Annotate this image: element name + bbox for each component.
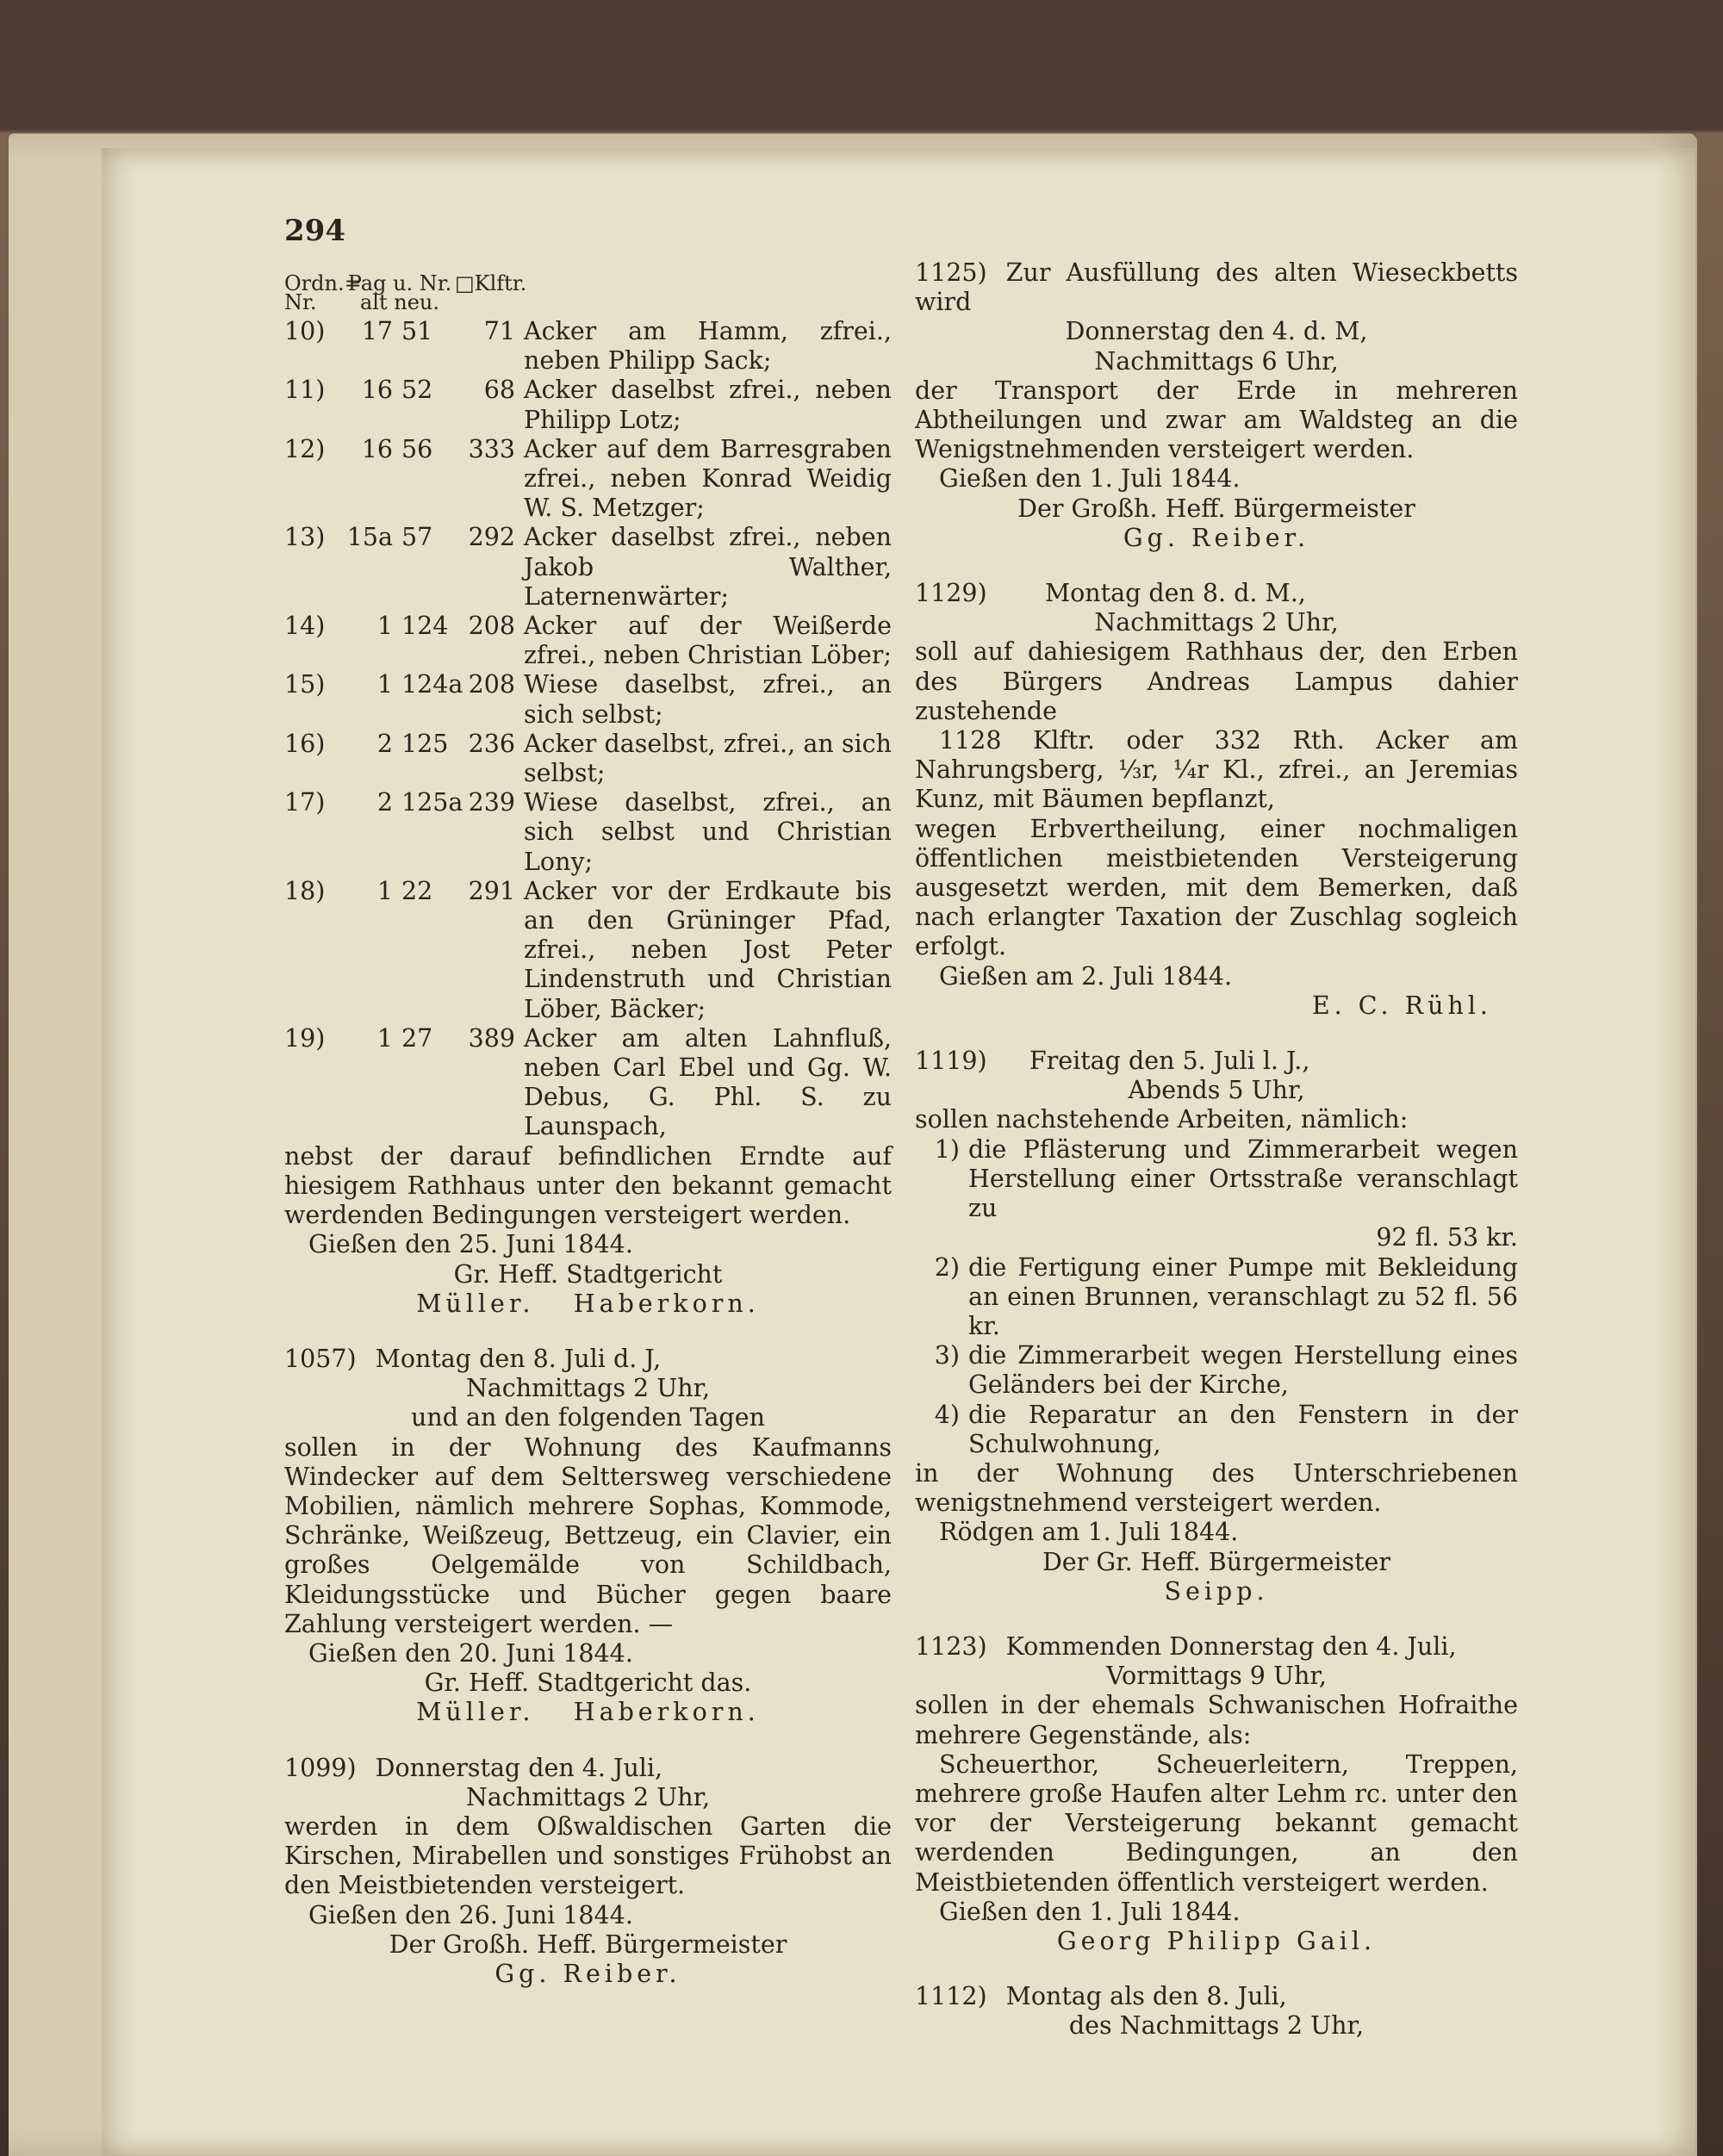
parcel-description: Acker vor der Erdkaute bis an den Grüninger Pfad, zfrei., neben Jost Peter Lindenstruth und Christian Löber, Bäcker; xyxy=(524,876,892,1023)
parcel-description: Acker daselbst, zfrei., an sich selbst; xyxy=(524,729,892,788)
nr-neu: 22 xyxy=(401,876,433,905)
notice-1125-body: der Transport der Erde in mehreren Abtheilungen und zwar am Waldsteg an die Wenigstnehmenden versteigert werden. xyxy=(915,376,1518,464)
pag-alt: 2 xyxy=(376,729,393,758)
notice-1099-body: werden in dem Oßwaldischen Garten die Kirschen, Mirabellen und sonstiges Frühobst an den Meistbietenden versteigert. xyxy=(284,1811,892,1900)
ordnungs-nr: 10) xyxy=(284,317,326,345)
court-name: Gr. Heff. Stadtgericht das. xyxy=(424,1668,752,1698)
signature xyxy=(915,991,1518,1021)
notice-intro: Zur Ausfüllung des alten Wieseckbetts wird xyxy=(915,258,1518,317)
klafter: 239 xyxy=(468,788,515,817)
court-name: Gr. Heff. Stadtgericht xyxy=(453,1259,723,1289)
signature-gail: Georg Philipp Gail. xyxy=(1056,1926,1377,1955)
notice-time: Nachmittags 6 Uhr, xyxy=(1094,346,1339,376)
table-row xyxy=(284,788,892,877)
ordnungs-nr: 15) xyxy=(284,670,326,699)
header-neu: neu. xyxy=(394,290,440,314)
list-item xyxy=(915,1253,1518,1342)
parcel-description: Acker am alten Lahnfluß, neben Carl Ebel und Gg. W. Debus, G. Phl. S. zu Launspach, xyxy=(524,1023,892,1141)
notice-1129-header xyxy=(915,579,1518,608)
left-column xyxy=(284,271,893,1989)
klafter: 208 xyxy=(468,612,515,641)
notice-1112-header xyxy=(915,1982,1518,2011)
klafter: 236 xyxy=(468,729,515,758)
pag-alt: 17 xyxy=(361,317,393,345)
ordnungs-nr: 18) xyxy=(284,876,326,905)
list-item xyxy=(915,1401,1518,1459)
signature xyxy=(284,1960,892,1989)
nr-neu: 51 xyxy=(401,317,433,345)
notice-number: 1057) xyxy=(284,1344,357,1373)
ordnungs-nr: 11) xyxy=(284,376,326,405)
nr-neu: 56 xyxy=(401,434,433,463)
ordnungs-nr: 16) xyxy=(284,729,326,758)
office-name: Der Großh. Heff. Bürgermeister xyxy=(389,1929,787,1959)
place-date: Gießen den 26. Juni 1844. xyxy=(308,1900,633,1929)
klafter: 208 xyxy=(468,670,515,699)
notice-1129-body3: wegen Erbvertheilung, einer nochmaligen öffentlichen meistbietenden Versteigerung ausgesetzt werden, mit dem Bemerken, daß nach erlangter Taxation der Zuschlag sogleich erfolgt. xyxy=(915,814,1518,961)
pag-alt: 1 xyxy=(376,612,393,641)
place-date: Gießen den 1. Juli 1844. xyxy=(939,464,1241,494)
closing-text: nebst der darauf befindlichen Erndte auf hiesigem Rathhaus unter den bekannt gemacht werdenden Bedingungen versteigert werden. xyxy=(284,1141,892,1230)
notice-time: des Nachmittags 2 Uhr, xyxy=(1068,2011,1365,2041)
signature-haberkorn: Haberkorn. xyxy=(573,1698,760,1727)
signature-ruehl: E. C. Rühl. xyxy=(1311,991,1492,1020)
header-alt: alt xyxy=(359,290,388,314)
notice-1123-header xyxy=(915,1632,1518,1662)
ordnungs-nr: 14) xyxy=(284,612,326,641)
table-row xyxy=(284,1024,892,1142)
header-pag xyxy=(345,271,455,314)
list-item-number: 4) xyxy=(934,1400,960,1429)
pag-alt: 1 xyxy=(376,876,393,905)
notice-time: Nachmittags 2 Uhr, xyxy=(1094,608,1339,637)
office-name: Der Großh. Heff. Bürgermeister xyxy=(1017,494,1415,523)
table-row xyxy=(284,730,892,788)
notice-1057-header xyxy=(284,1345,892,1374)
pag-alt: 1 xyxy=(376,1023,393,1053)
signature-reiber: Gg. Reiber. xyxy=(495,1959,681,1988)
klafter: 389 xyxy=(468,1023,515,1053)
signatures xyxy=(284,1698,892,1727)
notice-number: 1119) xyxy=(915,1047,987,1076)
nr-neu: 125 xyxy=(401,729,449,758)
notice-time: Nachmittags 2 Uhr, xyxy=(465,1374,711,1403)
list-item xyxy=(915,1135,1518,1224)
table-row xyxy=(284,435,892,524)
parcel-description: Wiese daselbst, zfrei., an sich selbst und Christian Lony; xyxy=(524,788,892,876)
signature xyxy=(915,524,1518,553)
pag-alt: 16 xyxy=(361,434,393,463)
notice-date: Montag als den 8. Juli, xyxy=(1005,1982,1287,2011)
notice-date: Freitag den 5. Juli l. J., xyxy=(1029,1047,1310,1076)
notice-1123-body2: Scheuerthor, Scheuerleitern, Treppen, mehrere große Haufen alter Lehm rc. unter den vor der Versteigerung bekannt gemacht werdenden Bedingungen, an den Meistbietenden öffentlich versteigert werden. xyxy=(915,1749,1518,1897)
pag-alt: 1 xyxy=(376,670,393,699)
notice-number: 1125) xyxy=(915,258,987,287)
klafter: 333 xyxy=(468,434,515,463)
signature-haberkorn: Haberkorn. xyxy=(573,1289,760,1318)
list-item-text: die Reparatur an den Fenstern in der Schulwohnung, xyxy=(968,1400,1518,1458)
klafter: 292 xyxy=(468,523,515,552)
list-item-number: 2) xyxy=(934,1252,960,1282)
right-column xyxy=(915,258,1518,2041)
place-date: Gießen den 1. Juli 1844. xyxy=(939,1897,1241,1926)
table-row xyxy=(284,317,892,376)
table-row xyxy=(284,612,892,670)
work-list xyxy=(915,1135,1518,1459)
pag-alt: 2 xyxy=(376,788,393,817)
nr-neu: 125a xyxy=(401,788,463,817)
page-number: 294 xyxy=(284,214,345,248)
list-item-text: die Zimmerarbeit wegen Herstellung eines Geländers bei der Kirche, xyxy=(968,1341,1518,1400)
pag-alt: 16 xyxy=(361,376,393,405)
signature-mueller: Müller. xyxy=(416,1289,535,1318)
nr-neu: 124 xyxy=(401,612,449,641)
parcel-description: Wiese daselbst, zfrei., an sich selbst; xyxy=(524,670,892,729)
klafter: 291 xyxy=(468,876,515,905)
parcel-table xyxy=(284,317,892,1142)
notice-date: Donnerstag den 4. d. M, xyxy=(1065,317,1368,346)
signatures xyxy=(284,1289,892,1319)
notice-time: Vormittags 9 Uhr, xyxy=(1106,1662,1327,1691)
signature-reiber: Gg. Reiber. xyxy=(1123,523,1310,552)
header-pag-label: Pag u. Nr. xyxy=(347,271,452,295)
parcel-description: Acker daselbst zfrei., neben Philipp Lotz; xyxy=(524,376,892,434)
signature xyxy=(915,1927,1518,1956)
pag-alt: 15a xyxy=(346,523,393,552)
nr-neu: 124a xyxy=(401,670,463,699)
notice-1099-header xyxy=(284,1754,892,1783)
notice-1125-header xyxy=(915,258,1518,317)
list-item-number: 1) xyxy=(934,1134,960,1164)
table-row xyxy=(284,670,892,729)
ordnungs-nr: 19) xyxy=(284,1023,326,1053)
signature xyxy=(915,1577,1518,1606)
notice-intro: sollen nachstehende Arbeiten, nämlich: xyxy=(915,1105,1409,1134)
signature-seipp: Seipp. xyxy=(1164,1576,1269,1606)
notice-number: 1129) xyxy=(915,579,987,608)
notice-number: 1099) xyxy=(284,1753,357,1782)
notice-1129-body2: 1128 Klftr. oder 332 Rth. Acker am Nahrungsberg, ⅓r, ¼r Kl., zfrei., an Jeremias Kunz, mit Bäumen bepflanzt, xyxy=(915,726,1518,814)
signature-mueller: Müller. xyxy=(416,1698,535,1727)
notice-number: 1112) xyxy=(915,1982,987,2011)
parcel-description: Acker daselbst zfrei., neben Jakob Walther, Laternenwärter; xyxy=(524,523,892,611)
klafter: 68 xyxy=(483,376,515,405)
ordnungs-nr: 12) xyxy=(284,434,326,463)
notice-number: 1123) xyxy=(915,1631,987,1661)
place-date: Gießen den 25. Juni 1844. xyxy=(308,1230,633,1259)
notice-date: Kommenden Donnerstag den 4. Juli, xyxy=(1005,1631,1457,1661)
list-item-text: die Pflästerung und Zimmerarbeit wegen Herstellung einer Ortsstraße veranschlagt zu xyxy=(968,1134,1518,1223)
nr-neu: 52 xyxy=(401,376,433,405)
notice-date: Montag den 8. d. M., xyxy=(1044,579,1306,608)
notice-time: Abends 5 Uhr, xyxy=(1128,1076,1305,1105)
list-item-text: die Fertigung einer Pumpe mit Bekleidung an einen Brunnen, veranschlagt zu 52 fl. 56 kr. xyxy=(968,1252,1518,1340)
notice-1119-body: in der Wohnung des Unterschriebenen wenigstnehmend versteigert werden. xyxy=(915,1458,1518,1518)
notice-extra: und an den folgenden Tagen xyxy=(410,1403,765,1432)
nr-neu: 27 xyxy=(401,1023,433,1053)
klafter: 71 xyxy=(483,317,515,345)
parcel-description: Acker am Hamm, zfrei., neben Philipp Sack; xyxy=(524,317,892,376)
ordnungs-nr: 13) xyxy=(284,523,326,552)
ordnungs-nr: 17) xyxy=(284,788,326,817)
notice-1123-body1: sollen in der ehemals Schwanischen Hofraithe mehrere Gegenstände, als: xyxy=(915,1691,1518,1749)
list-item-number: 3) xyxy=(934,1341,960,1370)
table-row xyxy=(284,376,892,434)
parcel-description: Acker auf dem Barresgraben zfrei., neben Konrad Weidig W. S. Metzger; xyxy=(524,434,892,523)
notice-1119-header xyxy=(915,1047,1518,1076)
office-name: Der Gr. Heff. Bürgermeister xyxy=(1042,1547,1391,1576)
notice-time: Nachmittags 2 Uhr, xyxy=(465,1782,711,1811)
list-item xyxy=(915,1341,1518,1400)
table-row xyxy=(284,877,892,1024)
table-header xyxy=(284,271,892,314)
nr-neu: 57 xyxy=(401,523,433,552)
list-item-amount: 92 fl. 53 kr. xyxy=(1376,1223,1518,1252)
header-ord: Ordn.= Nr. xyxy=(284,271,362,314)
place-date: Rödgen am 1. Juli 1844. xyxy=(939,1518,1239,1547)
header-klftr: □Klftr. xyxy=(455,271,527,295)
notice-date: Donnerstag den 4. Juli, xyxy=(375,1753,663,1782)
notice-1129-body1: soll auf dahiesigem Rathhaus der, den Erben des Bürgers Andreas Lampus dahier zustehende xyxy=(915,637,1518,725)
parcel-description: Acker auf der Weißerde zfrei., neben Christian Löber; xyxy=(524,612,893,670)
table-row xyxy=(284,523,892,612)
notice-date: Montag den 8. Juli d. J, xyxy=(375,1344,662,1373)
notice-1057-body: sollen in der Wohnung des Kaufmanns Windecker auf dem Selttersweg verschiedene Mobilien, nämlich mehrere Sophas, Kommode, Schränke, Weißzeug, Bettzeug, ein Clavier, ein großes Oelgemälde von Schildbach, Kleidungsstücke und Bücher gegen baare Zahlung versteigert werden. — xyxy=(284,1432,892,1638)
place-date: Gießen am 2. Juli 1844. xyxy=(939,961,1233,991)
place-date: Gießen den 20. Juni 1844. xyxy=(308,1638,633,1668)
